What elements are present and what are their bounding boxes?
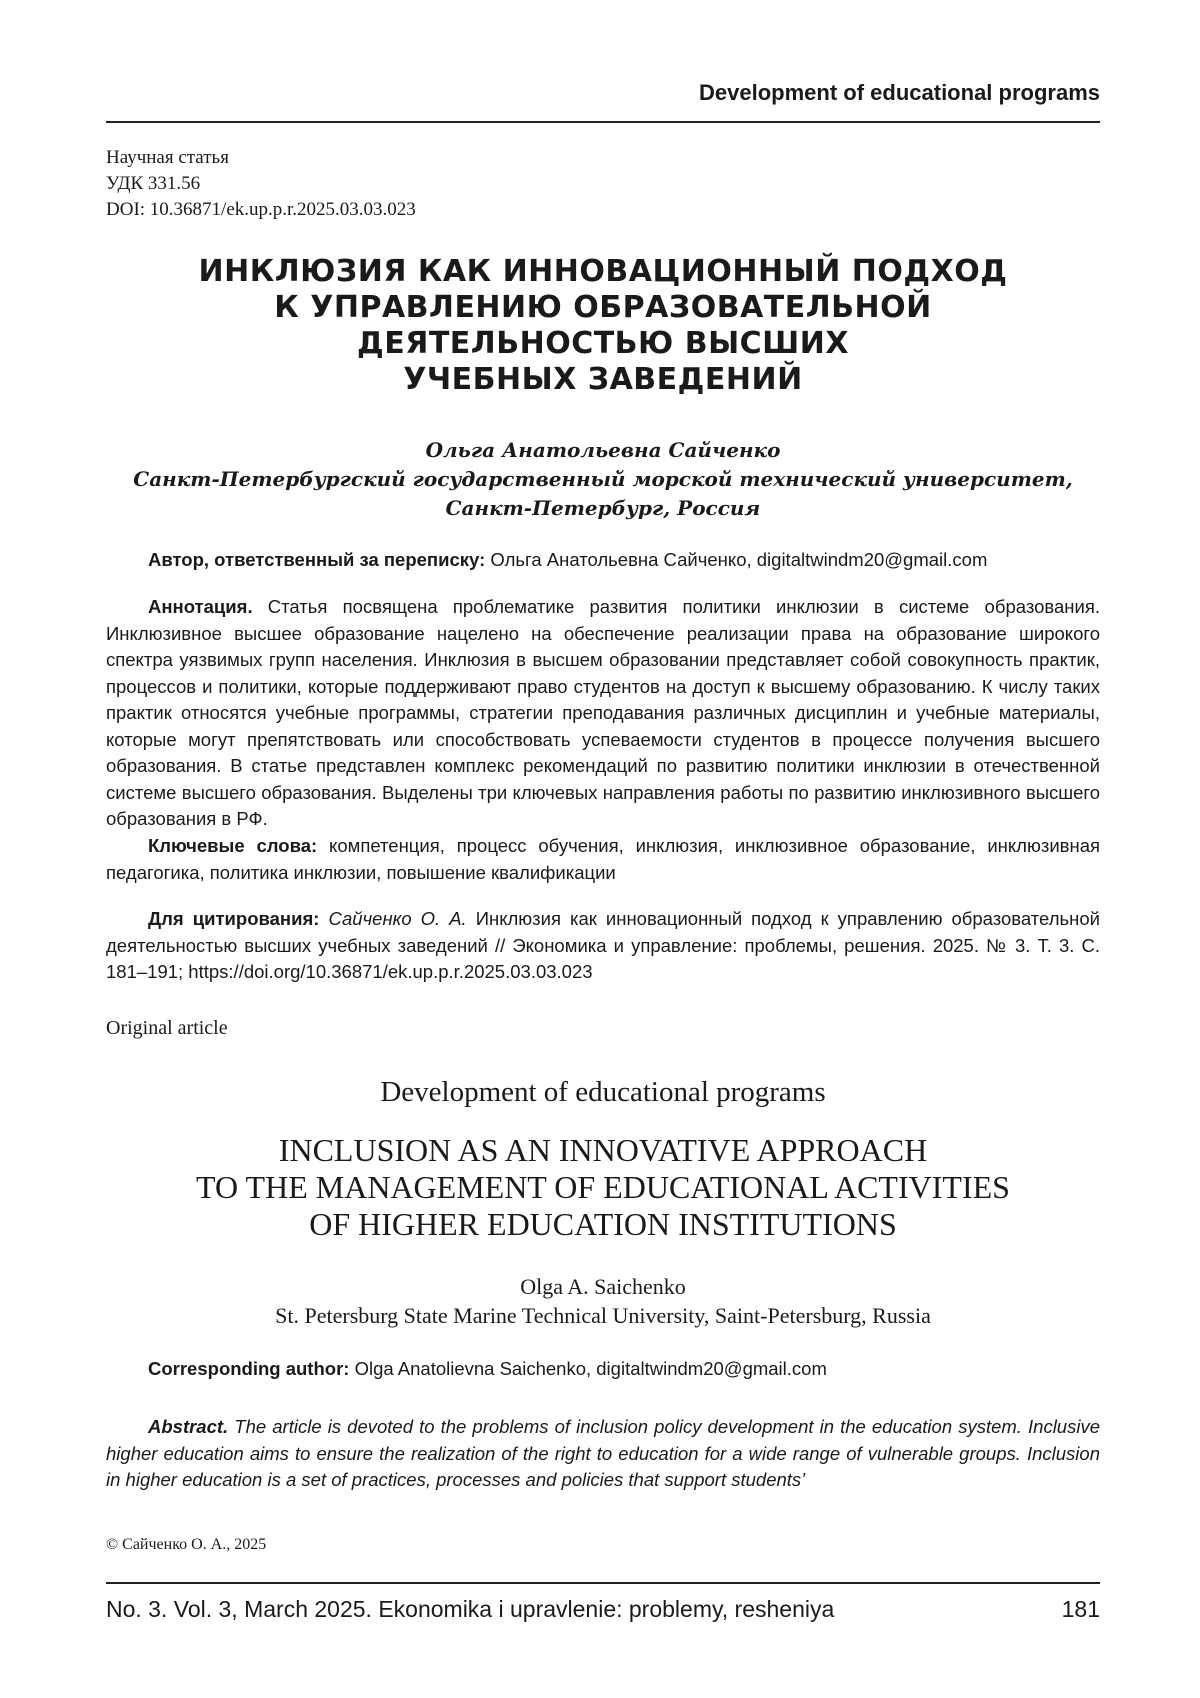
ru-keywords-text: компетенция, процесс обучения, инклюзия, инклюзивное образование, инклюзивная педагогика, политика инклюзии, повышение квалификации bbox=[106, 835, 1101, 883]
ru-corresponding bbox=[106, 547, 1100, 574]
ru-abstract-label: Аннотация. bbox=[148, 596, 253, 617]
page-number: 181 bbox=[1061, 1596, 1100, 1622]
ru-author-block bbox=[106, 436, 1100, 523]
running-header: Development of educational programs bbox=[699, 80, 1100, 105]
ru-corresponding-label: Автор, ответственный за переписку: bbox=[148, 549, 486, 570]
ru-author-name: Ольга Анатольевна Сайченко bbox=[425, 438, 781, 462]
ru-citation-author: Сайченко О. А. bbox=[319, 908, 467, 929]
footer-rule bbox=[106, 1582, 1100, 1584]
article-meta bbox=[106, 145, 416, 223]
ru-title-line: УЧЕБНЫХ ЗАВЕДЕНИЙ bbox=[403, 362, 803, 397]
en-abstract-label: Abstract. bbox=[148, 1416, 229, 1437]
en-article-type: Original article bbox=[106, 1017, 228, 1039]
ru-citation bbox=[106, 906, 1100, 986]
ru-keywords-label: Ключевые слова: bbox=[148, 835, 318, 856]
ru-affiliation-line: Санкт-Петербургский государственный морской технический университет, bbox=[133, 467, 1073, 491]
journal-footer: No. 3. Vol. 3, March 2025. Ekonomika i upravlenie: problemy, resheniya bbox=[106, 1596, 835, 1622]
en-title-line: OF HIGHER EDUCATION INSTITUTIONS bbox=[309, 1206, 897, 1242]
ru-title-line: ИНКЛЮЗИЯ КАК ИННОВАЦИОННЫЙ ПОДХОД bbox=[198, 254, 1008, 289]
en-title bbox=[106, 1132, 1100, 1243]
ru-keywords bbox=[106, 833, 1100, 886]
ru-title bbox=[106, 254, 1100, 398]
udc-code: УДК 331.56 bbox=[106, 173, 201, 194]
ru-citation-text: Инклюзия как инновационный подход к управлению образовательной деятельностью высших учебных заведений // Экономика и управление: проблемы, решения. 2025. № 3. Т. 3. С. 181–191; https://doi.org/10.36871/ek.up.p.r.2025.03.03.023 bbox=[106, 908, 1100, 982]
en-section-title: Development of educational programs bbox=[380, 1076, 826, 1108]
en-abstract-text: The article is devoted to the problems of inclusion policy development in the education system. Inclusive higher education aims to ensure the realization of the right to education for a wide range of vulnerable groups. Inclusion in higher education is a set of practices, processes and policies that support students’ bbox=[106, 1416, 1100, 1490]
en-title-line: TO THE MANAGEMENT OF EDUCATIONAL ACTIVITIES bbox=[196, 1169, 1010, 1205]
en-affiliation: St. Petersburg State Marine Technical University, Saint-Petersburg, Russia bbox=[275, 1303, 931, 1328]
en-abstract bbox=[106, 1414, 1100, 1494]
ru-abstract-text: Статья посвящена проблематике развития политики инклюзии в системе образования. Инклюзивное высшее образование нацелено на обеспечение реализации права на образование широкого спектра уязвимых групп населения. Инклюзия в высшем образовании представляет собой совокупность практик, процессов и политики, которые поддерживают право студентов на доступ к высшему образованию. К числу таких практик относятся учебные программы, стратегии преподавания различных дисциплин и учебные материалы, которые могут препятствовать или способствовать успеваемости студентов в процессе получения высшего образования. В статье представлен комплекс рекомендаций по развитию политики инклюзии в отечественной системе высшего образования. Выделены три ключевых направления работы по развитию инклюзивного высшего образования в РФ. bbox=[106, 596, 1100, 829]
header-rule bbox=[106, 121, 1100, 123]
en-title-line: INCLUSION AS AN INNOVATIVE APPROACH bbox=[278, 1132, 928, 1168]
ru-affiliation-city: Санкт-Петербург, Россия bbox=[445, 496, 761, 520]
article-type: Научная статья bbox=[106, 147, 229, 168]
ru-abstract bbox=[106, 594, 1100, 833]
en-corresponding-label: Corresponding author: bbox=[148, 1358, 350, 1379]
en-author-block bbox=[106, 1272, 1100, 1330]
ru-corresponding-value: Ольга Анатольевна Сайченко, digitaltwindm20@gmail.com bbox=[485, 549, 988, 570]
ru-title-line: К УПРАВЛЕНИЮ ОБРАЗОВАТЕЛЬНОЙ bbox=[274, 290, 932, 325]
en-corresponding bbox=[106, 1356, 1100, 1383]
ru-title-line: ДЕЯТЕЛЬНОСТЬЮ ВЫСШИХ bbox=[357, 326, 849, 361]
doi: DOI: 10.36871/ek.up.p.r.2025.03.03.023 bbox=[106, 199, 416, 220]
ru-citation-label: Для цитирования: bbox=[148, 908, 320, 929]
en-corresponding-value: Olga Anatolievna Saichenko, digitaltwindm20@gmail.com bbox=[349, 1358, 827, 1379]
en-author-name: Olga A. Saichenko bbox=[520, 1274, 686, 1299]
copyright: © Сайченко О. А., 2025 bbox=[106, 1536, 267, 1553]
